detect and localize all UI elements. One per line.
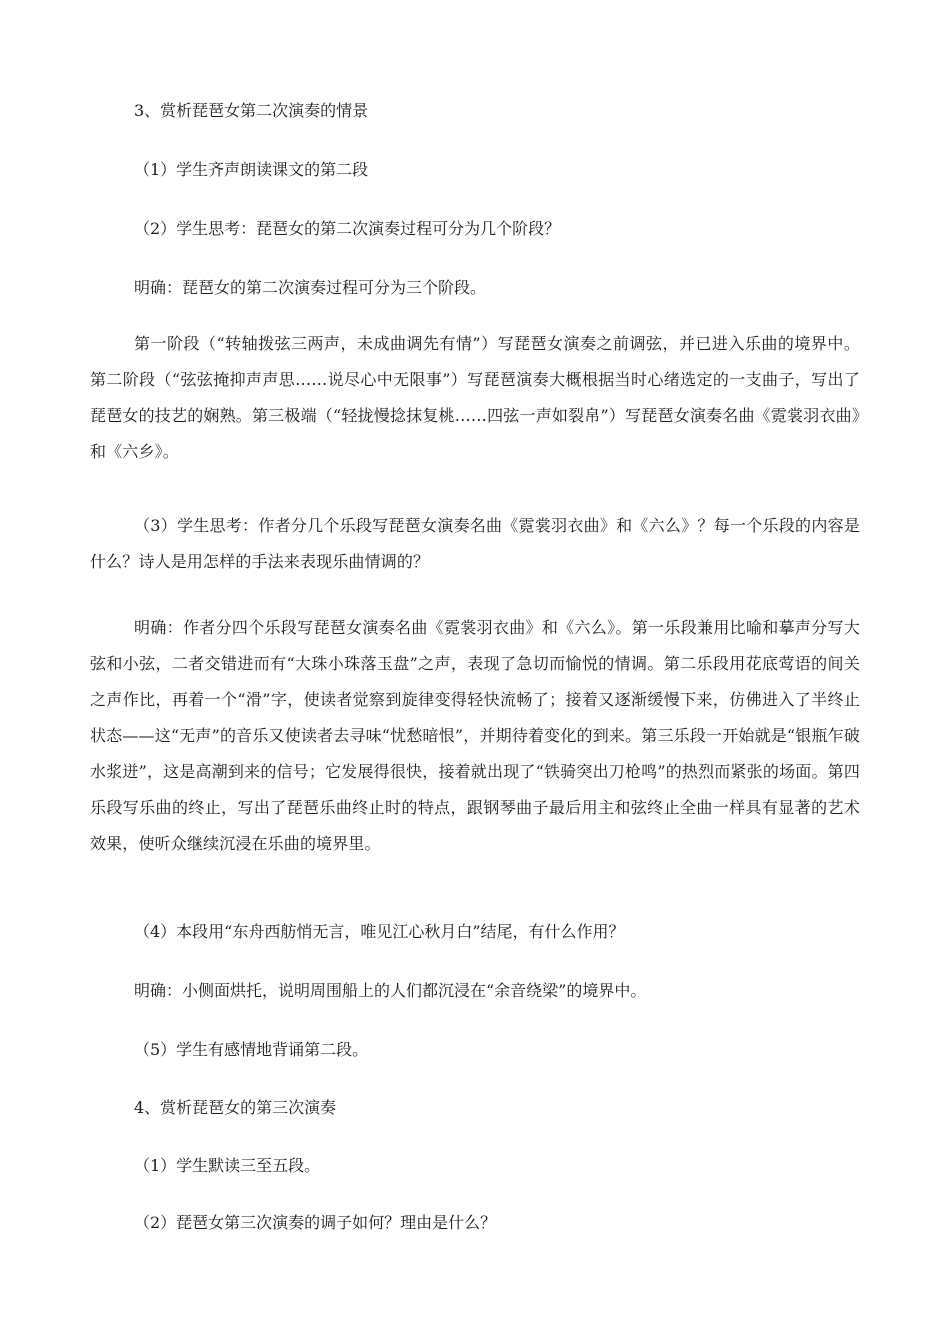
answer-paragraph: 明确：小侧面烘托，说明周围船上的人们都沉浸在“余音绕梁”的境界中。 [134,981,647,1000]
question-item: （2）琵琶女第三次演奏的调子如何？理由是什么？ [134,1213,497,1232]
section-heading: 3、赏析琵琶女第二次演奏的情景 [134,101,369,120]
step-item: （1）学生默读三至五段。 [134,1156,321,1175]
question-item: （3）学生思考：作者分几个乐段写琵琶女演奏名曲《霓裳羽衣曲》和《六么》？每一个乐段的内容是什么？诗人是用怎样的手法来表现乐曲情调的？ [90,516,860,571]
step-item: （1）学生齐声朗读课文的第二段 [134,160,369,179]
question-item: （2）学生思考：琵琶女的第二次演奏过程可分为几个阶段？ [134,219,561,238]
section-heading: 4、赏析琵琶女的第三次演奏 [134,1098,337,1117]
step-item: （5）学生有感情地背诵第二段。 [134,1040,369,1059]
answer-paragraph: 明确：琵琶女的第二次演奏过程可分为三个阶段。 [134,278,487,297]
body-paragraph: 第一阶段（“转轴拨弦三两声，未成曲调先有情”）写琵琶女演奏之前调弦，并已进入乐曲的境界中。第二阶段（“弦弦掩抑声声思……说尽心中无限事”）写琵琶演奏大概根据当时心绪选定的一支曲子，写出了琵琶女的技艺的娴熟。第三极端（“轻拢慢捻抹复桃……四弦一声如裂帛”）写琵琶女演奏名曲《霓裳羽衣曲》和《六乡》。 [90,334,860,461]
question-item: （4）本段用“东舟西舫悄无言，唯见江心秋月白”结尾，有什么作用？ [134,922,625,941]
answer-paragraph: 明确：作者分四个乐段写琵琶女演奏名曲《霓裳羽衣曲》和《六么》。第一乐段兼用比喻和摹声分写大弦和小弦，二者交错进而有“大珠小珠落玉盘”之声，表现了急切而愉悦的情调。第二乐段用花底莺语的间关之声作比，再着一个“滑”字，使读者觉察到旋律变得轻快流畅了；接着又逐渐缓慢下来，仿佛进入了半终止状态——这“无声”的音乐又使读者去寻味“忧愁暗恨”，并期待着变化的到来。第三乐段一开始就是“银瓶乍破水浆迸”，这是高潮到来的信号；它发展得很快，接着就出现了“铁骑突出刀枪鸣”的热烈而紧张的场面。第四乐段写乐曲的终止，写出了琵琶乐曲终止时的特点，跟钢琴曲子最后用主和弦终止全曲一样具有显著的艺术效果，使听众继续沉浸在乐曲的境界里。 [90,618,860,853]
